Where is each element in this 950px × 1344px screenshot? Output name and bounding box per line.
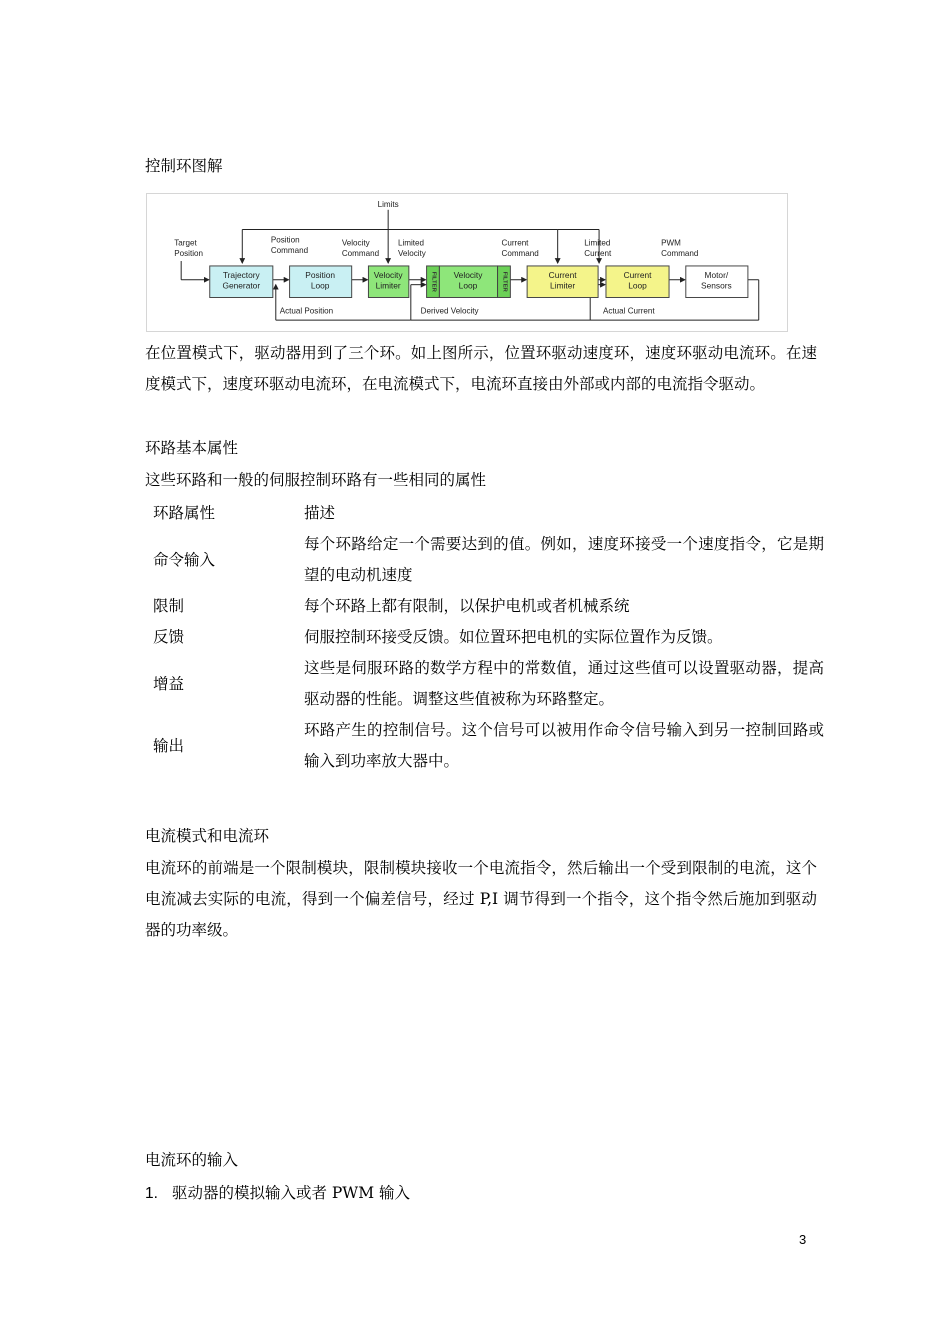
pwm-command-label-2: Command xyxy=(661,249,699,259)
current-command-label-2: Command xyxy=(501,249,539,259)
limits-label: Limits xyxy=(377,199,399,209)
list-item-number: 1. xyxy=(145,1185,158,1202)
actual-position-label: Actual Position xyxy=(279,306,334,316)
current-loop-label-1: Current xyxy=(623,269,652,280)
pwm-command-label-1: PWM xyxy=(661,238,681,248)
position-command-label-2: Command xyxy=(270,246,309,256)
control-loop-diagram xyxy=(146,193,788,332)
limited-velocity-label-1: Limited xyxy=(398,238,425,248)
velocity-command-label-2: Command xyxy=(341,249,380,259)
page-number: 3 xyxy=(799,1232,807,1247)
position-loop-label-1: Position xyxy=(305,269,336,280)
filter-1-label: FILTER xyxy=(430,271,437,292)
list-item-text: 驱动器的模拟输入或者 PWM 输入 xyxy=(171,1184,411,1202)
properties-intro: 这些环路和一般的伺服控制环路有一些相同的属性 xyxy=(145,471,487,489)
current-paragraph: 电流环的前端是一个限制模块，限制模块接收一个电流指令，然后输出一个受到限制的电流，这个电流减去实际的电流，得到一个偏差信号，经过 P,I 调节得到一个指令，这个指令然后施加到驱动器的功率级。 xyxy=(145,859,817,939)
row-description: 这些是伺服环路的数学方程中的常数值，通过这些值可以设置驱动器，提高驱动器的性能。调整这些值被称为环路整定。 xyxy=(304,659,824,708)
target-position-label-1: Target xyxy=(174,238,197,248)
table-row xyxy=(146,622,824,653)
current-input-heading: 电流环的输入 xyxy=(145,1151,239,1169)
position-loop-label-2: Loop xyxy=(310,280,330,291)
table-row xyxy=(146,715,824,777)
position-command-label-1: Position xyxy=(270,235,300,245)
intro-paragraph: 在位置模式下，驱动器用到了三个环。如上图所示，位置环驱动速度环，速度环驱动电流环。在速度模式下，速度环驱动电流环，在电流模式下，电流环直接由外部或内部的电流指令驱动。 xyxy=(145,344,817,393)
row-property: 反馈 xyxy=(153,628,185,646)
trajectory-label-2: Generator xyxy=(222,280,261,291)
motor-label-1: Motor/ xyxy=(704,269,729,280)
trajectory-label-1: Trajectory xyxy=(222,269,260,280)
row-property: 命令输入 xyxy=(153,550,216,569)
filter-2-label: FILTER xyxy=(501,271,508,292)
diagram-heading: 控制环图解 xyxy=(145,157,223,175)
row-description: 伺服控制环接受反馈。如位置环把电机的实际位置作为反馈。 xyxy=(304,628,723,646)
table-header-row xyxy=(146,498,824,529)
target-position-label-2: Position xyxy=(174,249,204,259)
current-loop-label-2: Loop xyxy=(628,280,647,291)
table-row xyxy=(146,529,824,591)
header-property: 环路属性 xyxy=(153,504,216,522)
loop-properties-table xyxy=(146,498,824,777)
limited-current-label-1: Limited xyxy=(584,238,611,248)
velocity-limiter-label-1: Velocity xyxy=(373,269,403,280)
row-description: 环路产生的控制信号。这个信号可以被用作命令信号输入到另一控制回路或输入到功率放大器中。 xyxy=(304,721,824,770)
table-row xyxy=(146,653,824,715)
velocity-loop-label-1: Velocity xyxy=(453,269,483,280)
row-property: 限制 xyxy=(153,597,185,615)
row-description: 每个环路上都有限制，以保护电机或者机械系统 xyxy=(304,597,630,615)
properties-heading: 环路基本属性 xyxy=(145,439,239,457)
limited-current-label-2: Current xyxy=(584,249,612,259)
current-limiter-label-1: Current xyxy=(548,269,577,280)
actual-current-label: Actual Current xyxy=(603,306,655,316)
current-command-label-1: Current xyxy=(501,238,529,248)
row-description: 每个环路给定一个需要达到的值。例如，速度环接受一个速度指令，它是期望的电动机速度 xyxy=(304,535,824,584)
velocity-limiter-label-2: Limiter xyxy=(375,280,401,291)
limited-velocity-label-2: Velocity xyxy=(398,249,426,259)
row-property: 增益 xyxy=(153,674,185,693)
header-description: 描述 xyxy=(304,504,336,522)
list-item xyxy=(145,1178,410,1209)
current-mode-heading: 电流模式和电流环 xyxy=(145,827,270,845)
velocity-command-label-1: Velocity xyxy=(341,238,370,248)
current-limiter-label-2: Limiter xyxy=(550,280,576,291)
table-row xyxy=(146,591,824,622)
velocity-loop-label-2: Loop xyxy=(458,280,478,291)
motor-label-2: Sensors xyxy=(701,280,732,291)
row-property: 输出 xyxy=(153,736,185,755)
derived-velocity-label: Derived Velocity xyxy=(420,306,479,316)
